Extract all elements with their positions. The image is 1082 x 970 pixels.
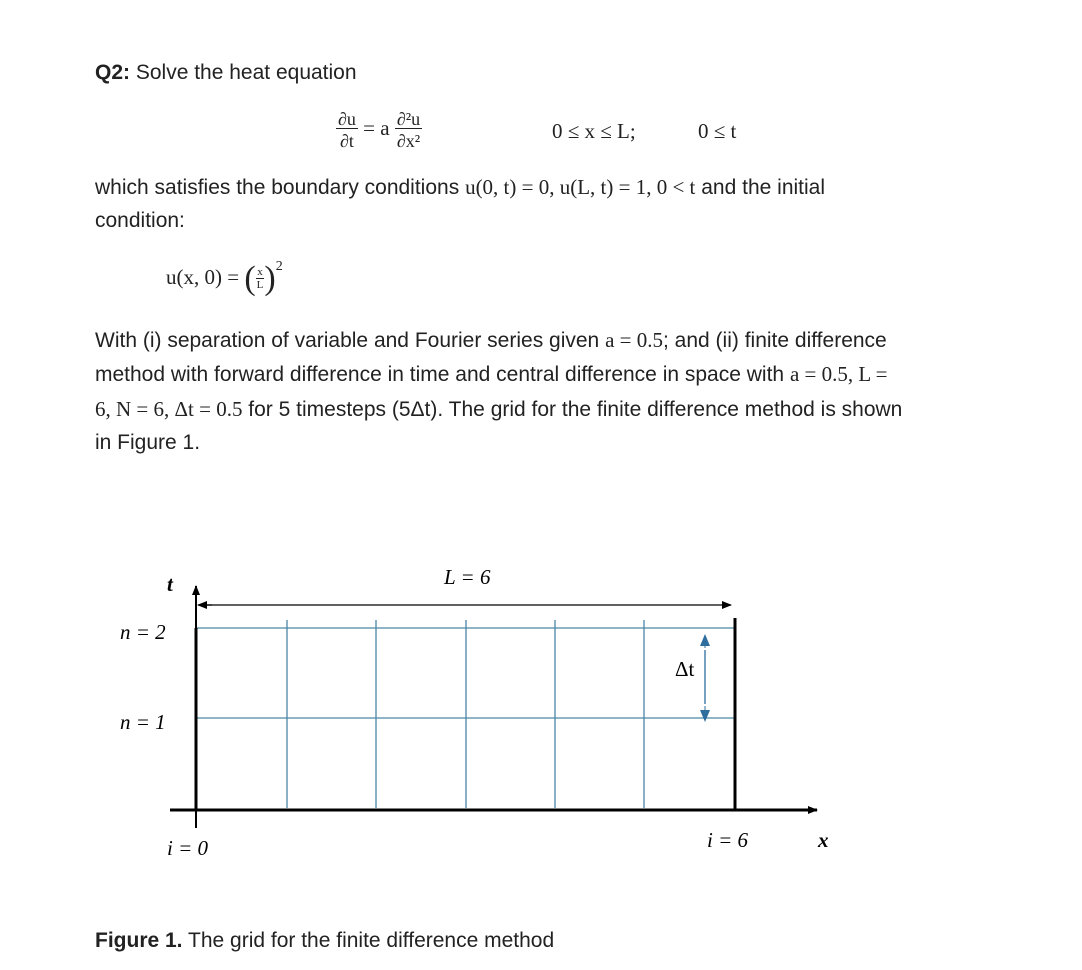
ic-power: 2 — [275, 258, 283, 274]
method-line1-text: With (i) separation of variable and Fourier series given — [95, 329, 600, 352]
dt-denominator: ∂t — [336, 128, 358, 150]
equals-a: = a — [363, 115, 390, 140]
condition-label: condition: — [95, 209, 185, 232]
method-line3-text: for 5 timesteps (5Δt). The grid for the finite difference method is shown — [248, 398, 903, 421]
question-label: Q2: — [95, 61, 131, 84]
n1-label: n = 1 — [120, 710, 166, 734]
method-line1-math: a = 0.5 — [605, 328, 663, 352]
caption-text: The grid for the finite difference method — [188, 929, 555, 952]
time-domain: 0 ≤ t — [698, 119, 737, 143]
bc-math: u(0, t) = 0, u(L, t) = 1, 0 < t — [465, 175, 696, 199]
figure-caption — [95, 929, 554, 953]
i0-label: i = 0 — [167, 836, 209, 860]
method-line2-math: a = 0.5, L = — [789, 362, 888, 386]
left-paren: ( — [244, 260, 256, 297]
right-paren: ) — [264, 260, 276, 297]
method-line-4: in Figure 1. — [95, 431, 201, 454]
method-line1-tail: ; and (ii) finite difference — [663, 329, 887, 352]
i6-label: i = 6 — [707, 828, 749, 852]
ic-den: L — [256, 279, 264, 291]
length-label: L = 6 — [444, 565, 491, 589]
n2-label: n = 2 — [120, 620, 166, 644]
t-axis-label: t — [167, 572, 173, 596]
x-axis-label: x — [818, 828, 829, 852]
bc-prefix: which satisfies the boundary conditions — [95, 176, 460, 199]
method-line2-text: method with forward difference in time and central difference in space with — [95, 363, 785, 386]
method-line3-math: 6, N = 6, Δt = 0.5 — [95, 397, 243, 421]
space-domain: 0 ≤ x ≤ L; — [552, 119, 636, 143]
bc-suffix: and the initial — [701, 176, 826, 199]
caption-label: Figure 1. — [95, 929, 183, 952]
du-numerator: ∂u — [338, 109, 356, 129]
ic-num: x — [257, 266, 263, 278]
question-title: Solve the heat equation — [135, 61, 357, 84]
dt-label: Δt — [675, 657, 695, 681]
ic-lhs: u(x, 0) = — [166, 264, 240, 289]
d2u-numerator: ∂²u — [396, 109, 421, 129]
dx2-denominator: ∂x² — [395, 128, 422, 150]
